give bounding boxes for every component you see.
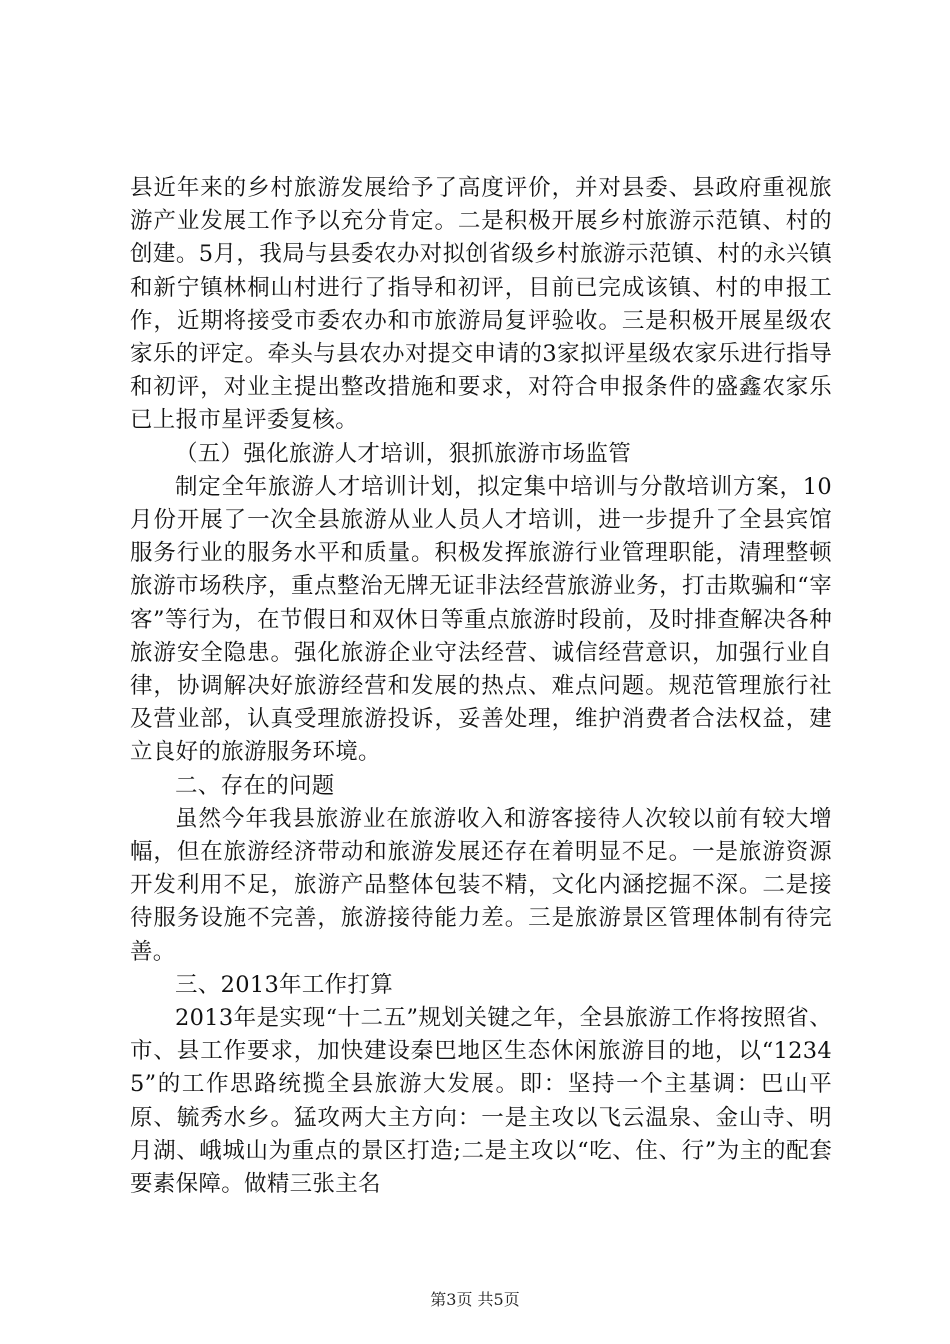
section-heading-talent-training: （五）强化旅游人才培训，狠抓旅游市场监管	[175, 440, 632, 467]
document-body	[130, 172, 832, 1201]
section-heading-2013-plan: 三、2013年工作打算	[175, 971, 394, 998]
paragraph-2013-plan: 2013年是实现“十二五”规划关键之年，全县旅游工作将按照省、市、县工作要求，加快建设秦巴地区生态休闲旅游目的地，以“12345”的工作思路统揽全县旅游大发展。即：坚持一个主基调：巴山平原、毓秀水乡。猛攻两大主方向：一是主攻以飞云温泉、金山寺、明月湖、峨城山为重点的景区打造;二是主攻以“吃、住、行”为主的配套要素保障。做精三张主名	[130, 1005, 832, 1198]
paragraph-talent-training: 制定全年旅游人才培训计划，拟定集中培训与分散培训方案，10月份开展了一次全县旅游从业人员人才培训，进一步提升了全县宾馆服务行业的服务水平和质量。积极发挥旅游行业管理职能，清理整顿旅游市场秩序，重点整治无牌无证非法经营旅游业务，打击欺骗和“宰客”等行为，在节假日和双休日等重点旅游时段前，及时排查解决各种旅游安全隐患。强化旅游企业守法经营、诚信经营意识，加强行业自律，协调解决好旅游经营和发展的热点、难点问题。规范管理旅行社及营业部，认真受理旅游投诉，妥善处理，维护消费者合法权益，建立良好的旅游服务环境。	[130, 473, 832, 766]
page-footer: 第3页 共5页	[430, 1290, 520, 1309]
paragraph-rural-tourism: 县近年来的乡村旅游发展给予了高度评价，并对县委、县政府重视旅游产业发展工作予以充分肯定。二是积极开展乡村旅游示范镇、村的创建。5月，我局与县委农办对拟创省级乡村旅游示范镇、村的永兴镇和新宁镇林桐山村进行了指导和初评，目前已完成该镇、村的申报工作，近期将接受市委农办和市旅游局复评验收。三是积极开展星级农家乐的评定。牵头与县农办对提交申请的3家拟评星级农家乐进行指导和初评，对业主提出整改措施和要求，对符合申报条件的盛鑫农家乐已上报市星评委复核。	[130, 175, 832, 434]
paragraph-problems: 虽然今年我县旅游业在旅游收入和游客接待人次较以前有较大增幅，但在旅游经济带动和旅游发展还存在着明显不足。一是旅游资源开发利用不足，旅游产品整体包装不精，文化内涵挖掘不深。二是接待服务设施不完善，旅游接待能力差。三是旅游景区管理体制有待完善。	[130, 805, 832, 965]
section-heading-problems: 二、存在的问题	[175, 772, 335, 799]
